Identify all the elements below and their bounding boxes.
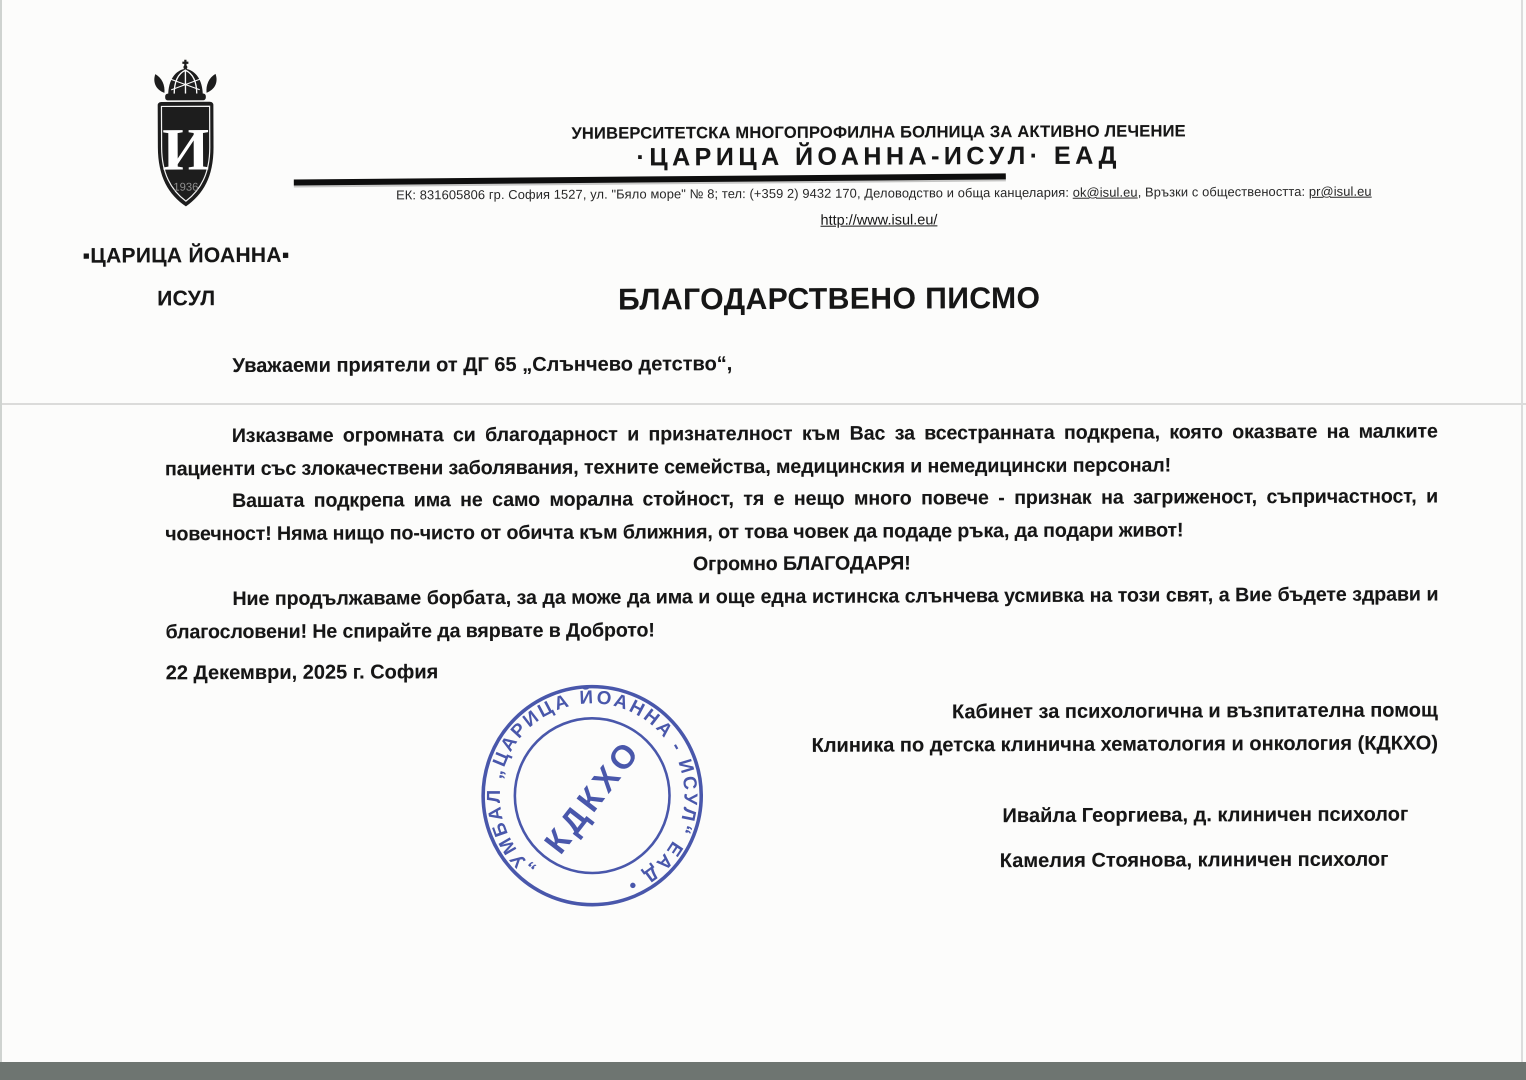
paragraph-2: Вашата подкрепа има не само морална стойност, тя е нещо много повече - признак на загриженост, съпричастност, и човечност! Няма нищо по-чисто от обичта към ближния, от това човек да подаде ръка, да подари живот! — [165, 485, 1439, 546]
round-stamp — [478, 681, 707, 910]
logo-initial: И — [162, 116, 210, 184]
office-email-link: ok@isul.eu — [1072, 184, 1138, 200]
contact-prefix: ЕК: 831605806 гр. София 1527, ул. "Бяло море" № 8; тел: (+359 2) 9432 170, Деловодство и обща канцелария: — [396, 184, 1073, 203]
logo-caption-line2: ИСУЛ — [157, 287, 216, 311]
stamp-center-text: КДКХО — [536, 731, 649, 861]
crown-icon — [154, 60, 216, 101]
website-line — [359, 211, 1399, 231]
thanks-line: Огромно БЛАГОДАРЯ! — [692, 552, 911, 576]
scan-fold-line — [0, 403, 1526, 405]
org-name-line2: ·ЦАРИЦА ЙОАННА-ИСУЛ· ЕАД — [636, 141, 1122, 172]
letterhead-rule — [294, 173, 1006, 185]
letter-body — [165, 415, 1439, 648]
org-name-line1: УНИВЕРСИТЕТСКА МНОГОПРОФИЛНА БОЛНИЦА ЗА АКТИВНО ЛЕЧЕНИЕ — [571, 122, 1186, 143]
signature-2: Камелия Стоянова, клиничен психолог — [999, 848, 1389, 873]
paragraph-3: Ние продължаваме борбата, за да може да има и още една истинска слънчева усмивка на този свят, а Вие бъдете здрави и благословени! Не спирайте да вярвате в Доброто! — [165, 583, 1439, 643]
scan-edge-left — [0, 0, 2, 1080]
scanner-background-strip — [0, 1062, 1526, 1080]
stamp-ring-text: „УМБАЛ „ЦАРИЦА ЙОАННА - ИСУЛ“ ЕАД • — [482, 686, 702, 898]
letter-title: БЛАГОДАРСТВЕНО ПИСМО — [618, 281, 1041, 317]
contact-line — [172, 183, 1526, 203]
pr-email-link: pr@isul.eu — [1308, 183, 1372, 199]
salutation: Уважаеми приятели от ДГ 65 „Слънчево детство“, — [232, 353, 733, 378]
department-block — [601, 694, 1438, 763]
department-line2: Клиника по детска клинична хематология и онкология (КДКХО) — [811, 732, 1439, 757]
date-place-line: 22 Декември, 2025 г. София — [165, 661, 439, 685]
logo-year: 1936 — [173, 181, 199, 194]
scan-edge-right — [1521, 0, 1523, 1062]
signature-1: Ивайла Георгиева, д. клиничен психолог — [1002, 803, 1409, 828]
department-line1: Кабинет за психологична и възпитателна помощ — [951, 699, 1438, 724]
website-link: http://www.isul.eu/ — [820, 212, 938, 229]
logo-caption-line1: ▪ЦАРИЦА ЙОАННА▪ — [82, 243, 290, 268]
paragraph-1: Изказваме огромната си благодарност и признателност към Вас за всестранната подкрепа, която оказвате на малките пациенти със злокачествени заболявания, техните семейства, медицинския и немедицински персонал! — [164, 420, 1438, 480]
contact-middle: , Връзки с обществеността: — [1137, 183, 1309, 200]
